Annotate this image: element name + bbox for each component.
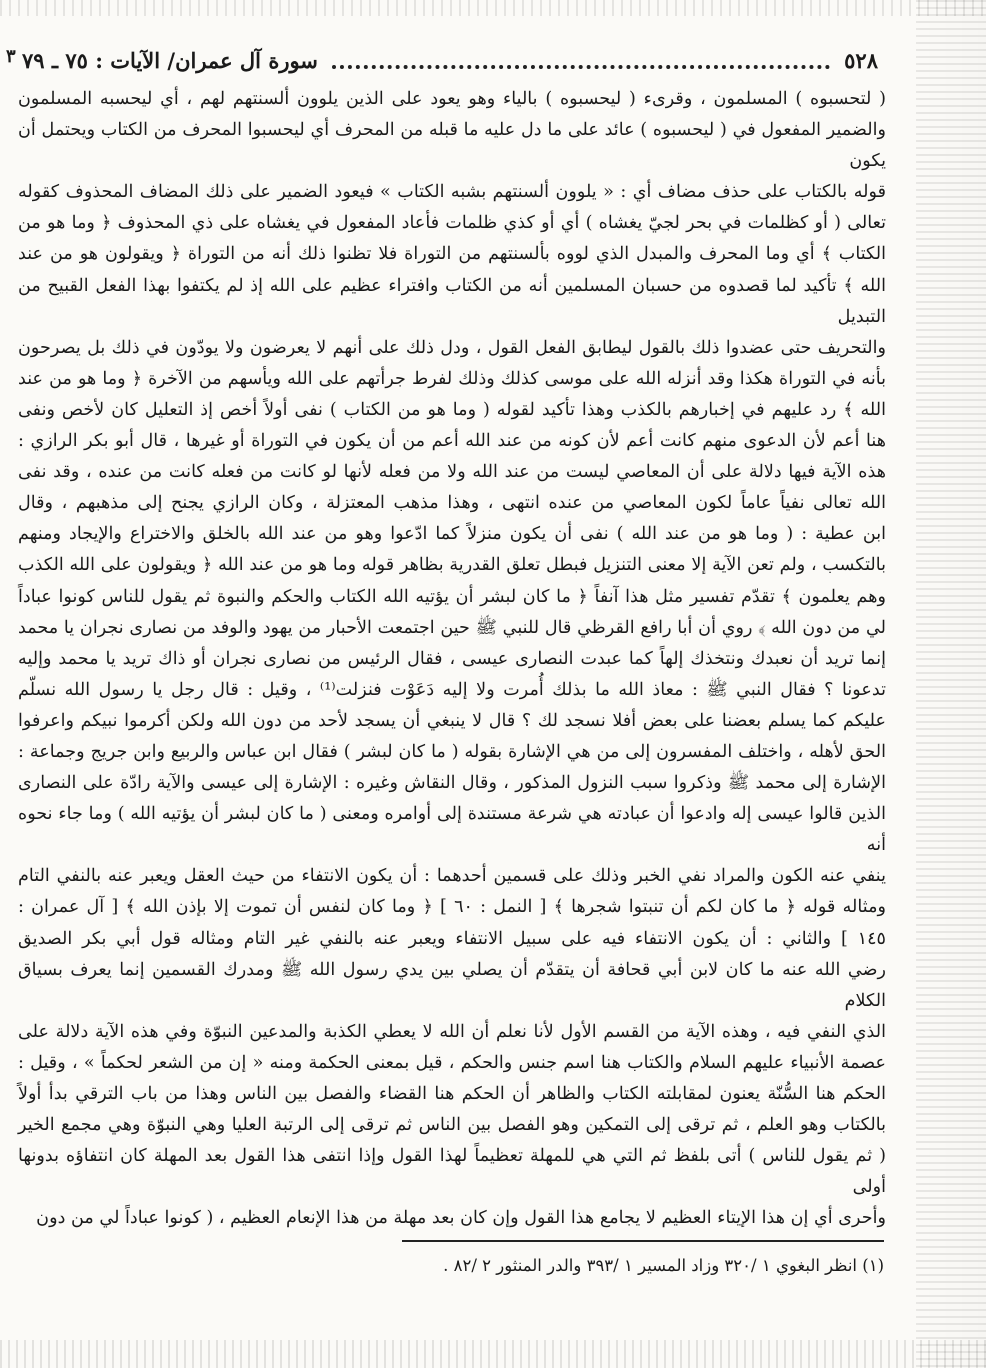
text-line: وهم يعلمون ﴾ تقدّم تفسير مثل هذا آنفاً ﴿ ما كان لبشر أن يؤتيه الله الكتاب والحكم والنبوة ثم يقول للناس كونوا عباداً: [18, 586, 886, 607]
scan-edge-top: [0, 0, 986, 16]
text-line: بالتكسب ، ولم تعن الآية إلا معنى التنزيل فبطل تعلق القدرية بظاهر قوله وما هو من عند الله ﴿ ويقولون على الله الكذب: [18, 555, 886, 576]
page-header: [22, 40, 878, 80]
text-line: ومثاله قوله ﴿ ما كان لكم أن تنبتوا شجرها ﴾ [ النمل : ٦٠ ] ﴿ وما كان لنفس أن تموت إلا بإذن الله ﴾ [ آل عمران :: [18, 897, 886, 918]
footnote-divider: [402, 1240, 884, 1242]
text-line: هنا أعم لأن الدعوى منهم كانت أعم لأن كونه من عند الله أعم من أن يكون في التوراة أو غيرها ، قال أبو بكر الرازي :: [18, 431, 886, 452]
text-line: بأنه في التوراة هكذا وقد أنزله الله على موسى كذلك وذلك لفرط جرأتهم على الله ويأسهم من الآخرة ﴿ وما هو من عند: [18, 368, 886, 389]
page-number: ٥٢٨: [844, 47, 878, 73]
text-line: الإشارة إلى محمد ﷺ وذكروا سبب النزول المذكور ، وقال النقاش وغيره : الإشارة إلى عيسى والآية رادّة على النصارى: [18, 773, 886, 794]
text-line: ١٤٥ ] والثاني : أن يكون الانتفاء فيه على سبيل الانتفاء ويعبر عنه بالنفي غير التام ومثاله قول أبي بكر الصديق: [18, 928, 886, 949]
text-line: ينفي عنه الكون والمراد نفي الخبر وذلك على قسمين أحدهما : أن يكون الانتفاء من حيث العقل ويعبر عنه بالنفي التام: [18, 866, 886, 887]
text-line: رضي الله عنه ما كان لابن أبي قحافة أن يتقدّم أن يصلي بين يدي رسول الله ﷺ ومدرك القسمين إنما يعرف بسياق الكلام: [18, 959, 886, 1011]
text-line: الذين قالوا عيسى إله وادعوا أن عبادته هي شرعة مستندة إلى أوامره ومعنى ( ما كان لبشر أن يؤتيه الله ) وما جاء نحوه أنه: [18, 804, 886, 856]
scan-edge-bottom: [0, 1340, 986, 1368]
text-line: ( ثم يقول للناس ) أتى بلفظ ثم التي هي للمهلة تعظيماً لهذا القول وإذا انتفى هذا القول بعد المهلة كان انتفاؤه بدونها أولى: [18, 1146, 886, 1198]
text-line: قوله بالكتاب على حذف مضاف أي : « يلوون ألسنتهم بشبه الكتاب » فيعود الضمير على ذلك المضاف المحذوف كقوله: [18, 182, 886, 203]
text-line: وأحرى أي إن هذا الإيتاء العظيم لا يجامع هذا القول وإن كان بعد مهلة من هذا الإنعام العظيم ، ( كونوا عباداً لي من دون: [36, 1208, 886, 1229]
text-line: تدعونا ؟ فقال النبي ﷺ : معاذ الله ما بذلك أُمرت ولا إليه دَعَوْت فنزلت⁽¹⁾ ، وقيل : قال رجل يا رسول الله نسلّم: [18, 679, 886, 700]
text-line: الحكم هنا السُّنّة يعنون لمقابلته الكتاب والظاهر أن الحكم هنا القضاء والفصل بين الناس وهذا من باب الترقي بدأ أولاً: [18, 1084, 886, 1104]
text-line: عليكم كما يسلم بعضنا على بعض أفلا نسجد لك ؟ قال لا ينبغي أن يسجد لأحد من دون الله ولكن أكرموا نبيكم واعرفوا: [18, 710, 886, 731]
text-line: بالكتاب وهو العلم ، ثم ترقى إلى التمكين وهو الفصل بين الناس ثم ترقى إلى الرتبة العليا وهي النبوّة وهي مجمع الخير: [18, 1115, 886, 1136]
text-line: ابن عطية : ( وما هو من عند الله ) نفى أن يكون منزلاً كما ادّعوا وهو من عند الله بالخلق والاختراع والإيجاد ومنهم: [18, 524, 886, 545]
text-line: عصمة الأنبياء عليهم السلام والكتاب هنا اسم جنس والحكم ، قيل بمعنى الحكمة ومنه « إن من الشعر لحكماً » ، وقيل :: [18, 1052, 886, 1073]
header-leader-dots: [332, 51, 830, 69]
text-line: والتحريف حتى عضدوا ذلك بالقول ليطابق الفعل القول ، ودل ذلك على أنهم لا يعرضون ولا يودّون في ذلك بل يصرحون: [18, 337, 886, 358]
text-line: ( لتحسبوه ) المسلمون ، وقرىء ( ليحسبوه ) بالياء وهو يعود على الذين يلوون ألسنتهم لهم ، أي ليحسبه المسلمون: [18, 89, 886, 109]
scan-edge-right: [916, 0, 986, 1368]
text-line: الله ﴾ تأكيد لما قصدوه من حسبان المسلمين أنه من الكتاب وافتراء عظيم على الله إذ لم يكتفوا بهذا الفعل القبيح من التبديل: [18, 275, 886, 327]
running-title: سورة آل عمران/ الآيات : ٧٥ ـ ٧٩: [22, 47, 318, 73]
text-line: لي من دون الله ﴾ روي أن أبا رافع القرظي قال للنبي ﷺ حين اجتمعت الأحبار من يهود والوفد من نصارى نجران يا محمد: [18, 617, 886, 638]
text-line: هذه الآية فيها دلالة على أن المعاصي ليست من عند الله ولا من فعله لأنها لو كانت من فعله كانت من عنده ، وقد نفى: [18, 462, 886, 483]
corner-mark: ٣: [6, 46, 16, 67]
text-line: الله ﴾ رد عليهم في إخبارهم بالكذب وهذا تأكيد لقوله ( وما هو من الكتاب ) نفى أولاً أخص إذ التعليل كان لأخص ونفى: [18, 399, 886, 420]
footnote: (١) انظر البغوي ١ /٣٢٠ وزاد المسير ١ /٣٩٣ والدر المنثور ٢ /٨٢ .: [443, 1256, 884, 1275]
text-line: والضمير المفعول في ( ليحسبوه ) عائد على ما دل عليه ما قبله من المحرف أي ليحسبوا المحرف من الكتاب ويحتمل أن يكون: [18, 120, 886, 172]
body-text: [18, 84, 886, 1234]
text-line: الذي النفي فيه ، وهذه الآية من القسم الأول لأنا نعلم أن الله لا يعطي الكذبة والمدعين النبوّة وفي هذه الآية دلالة على: [18, 1021, 886, 1042]
text-line: تعالى ( أو كظلمات في بحر لجيّ يغشاه ) أي أو كذي ظلمات فأعاد المفعول في يغشاه على ذي المحذوف ﴿ وما هو من: [18, 213, 886, 234]
text-line: الله تعالى نفياً عاماً لكون المعاصي من عنده انتهى ، وهذا مذهب المعتزلة ، وكان الرازي يجنح إلى مذهبهم ، وقال: [18, 493, 886, 514]
text-line: الكتاب ﴾ أي وما المحرف والمبدل الذي لووه بألسنتهم من التوراة فلا تظنوا ذلك أنه من التوراة ﴿ ويقولون هو من عند: [18, 244, 886, 265]
text-line: الحق لأهله ، واختلف المفسرون إلى من هي الإشارة بقوله ( ما كان لبشر ) فقال ابن عباس والربيع وابن جريج وجماعة :: [18, 741, 886, 762]
text-line: إنما تريد أن نعبدك ونتخذك إلهاً كما عبدت النصارى عيسى ، فقال الرئيس من نصارى نجران أو ذاك تريد يا محمد وإليه: [18, 648, 886, 669]
